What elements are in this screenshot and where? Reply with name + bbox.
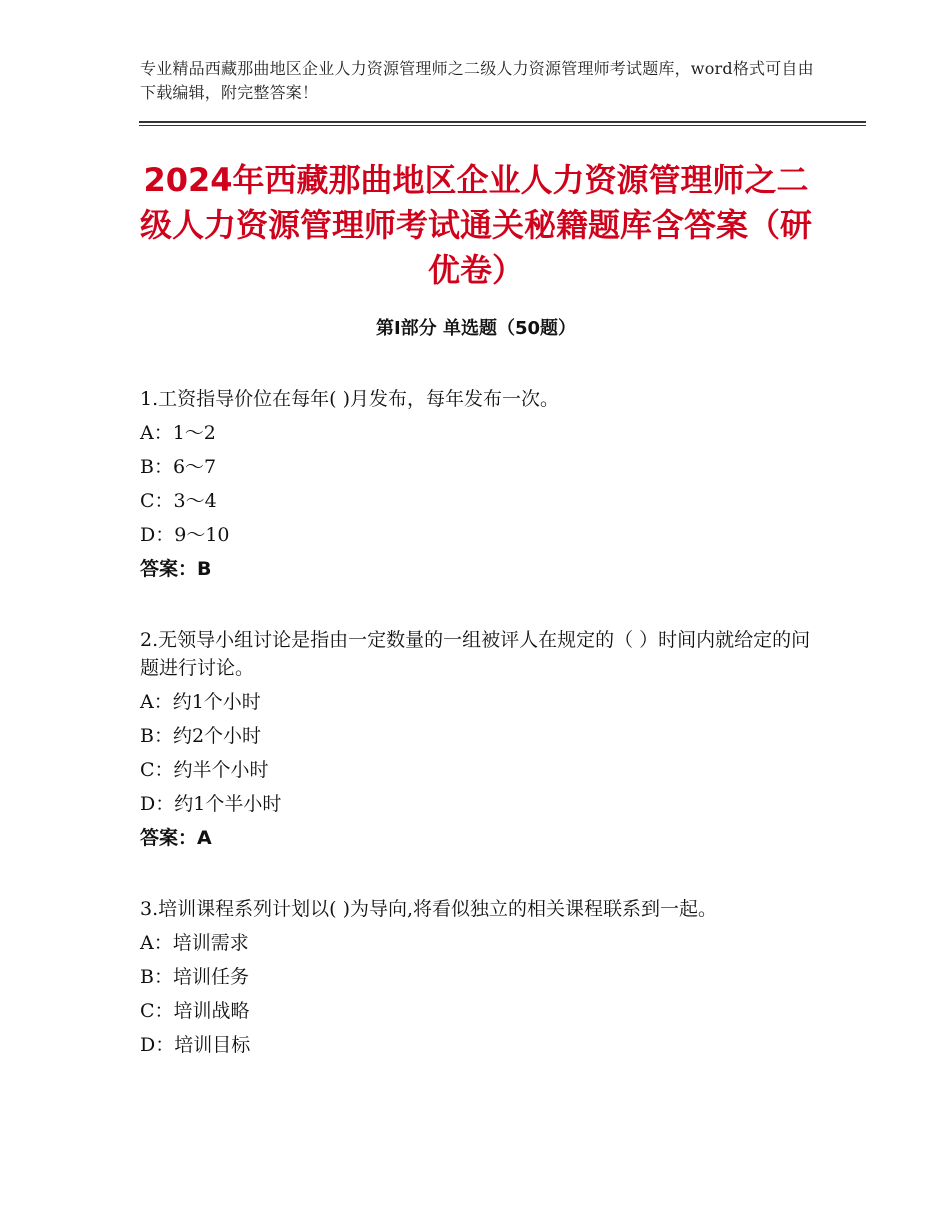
option-d: D：培训目标 [140,1034,251,1056]
option-c: C：约半个小时 [140,759,269,781]
question-stem: 3.培训课程系列计划以( )为导向,将看似独立的相关课程联系到一起。 [140,898,718,920]
header-divider-thin [139,125,866,126]
option-d: D：9～10 [140,524,230,546]
document-title: 2024年西藏那曲地区企业人力资源管理师之二级人力资源管理师考试通关秘籍题库含答案（研优卷） [140,161,813,289]
question-stem: 2.无领导小组讨论是指由一定数量的一组被评人在规定的（ ）时间内就给定的问题进行讨论。 [140,629,811,679]
option-b: B：培训任务 [140,966,249,988]
header-divider-thick [139,121,866,123]
option-a: A：1～2 [140,422,216,444]
question-1 [140,385,812,589]
question-2 [140,626,812,858]
question-stem: 1.工资指导价位在每年( )月发布，每年发布一次。 [140,388,559,410]
option-c: C：3～4 [140,490,217,512]
answer-label: 答案：A [140,827,212,849]
option-c: C：培训战略 [140,1000,250,1022]
option-a: A：约1个小时 [140,691,261,713]
question-list [140,385,812,1102]
option-a: A：培训需求 [140,932,249,954]
option-b: B：6～7 [140,456,217,478]
header-note: 专业精品西藏那曲地区企业人力资源管理师之二级人力资源管理师考试题库，word格式可自由下载编辑，附完整答案！ [140,59,814,102]
section-title: 第Ⅰ部分 单选题（50题） [375,318,576,339]
question-3 [140,895,812,1065]
answer-label: 答案：B [140,558,212,580]
option-b: B：约2个小时 [140,725,262,747]
option-d: D：约1个半小时 [140,793,282,815]
